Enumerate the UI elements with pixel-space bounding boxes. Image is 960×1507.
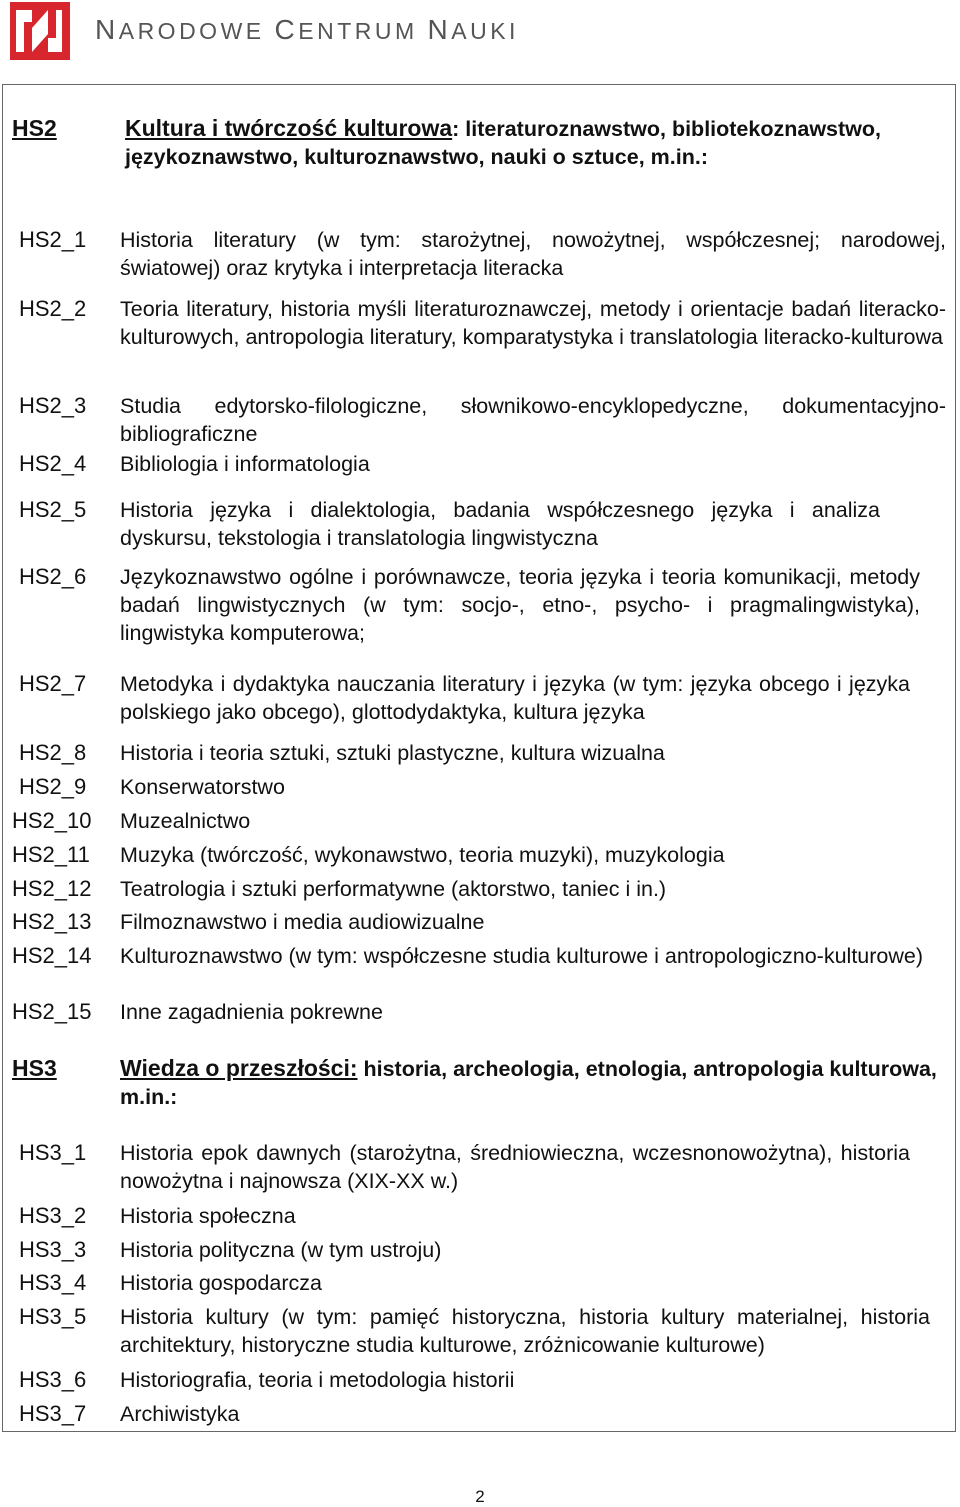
item-text: Konserwatorstwo: [120, 775, 285, 799]
item-text: Filmoznawstwo i media audiowizualne: [120, 910, 485, 934]
page-number: 2: [475, 1487, 485, 1506]
item-code: HS2_12: [12, 876, 92, 901]
item-text: Historia języka i dialektologia, badania współczesnego języka i analiza dyskursu, tekstologia i translatologia lingwistyczna: [120, 498, 880, 550]
item-code: HS2_15: [12, 999, 92, 1024]
section-title: Kultura i twórczość kulturowa: literaturoznawstwo, bibliotekoznawstwo, językoznawstwo, kulturoznawstwo, nauki o sztuce, m.in.:: [125, 115, 881, 169]
item-text: Archiwistyka: [120, 1402, 240, 1426]
item-text: Historiografia, teoria i metodologia historii: [120, 1368, 515, 1392]
item-code: HS2_5: [19, 497, 87, 522]
item-code: HS2_7: [19, 671, 87, 696]
page-header: [0, 0, 960, 62]
item-code: HS3_2: [19, 1203, 87, 1228]
item-code: HS2_13: [12, 909, 92, 934]
item-text: Metodyka i dydaktyka nauczania literatury i języka (w tym: języka obcego i języka polskiego jako obcego), glottodydaktyka, kultura języka: [120, 672, 910, 724]
item-code: HS3_3: [19, 1237, 87, 1262]
item-text: Historia epok dawnych (starożytna, średniowieczna, wczesnonowożytna), historia nowożytna i najnowsza (XIX-XX w.): [120, 1141, 910, 1193]
item-code: HS3_1: [19, 1140, 87, 1165]
item-text: Historia literatury (w tym: starożytnej, nowożytnej, współczesnej; narodowej, światowej) oraz krytyka i interpretacja literacka: [120, 228, 946, 280]
item-text: Muzealnictwo: [120, 809, 251, 833]
item-code: HS2_9: [19, 774, 87, 799]
item-text: Historia społeczna: [120, 1204, 296, 1228]
item-code: HS2_1: [19, 227, 87, 252]
item-text: Teoria literatury, historia myśli literaturoznawczej, metody i orientacje badań literacko-kulturowych, antropologia literatury, komparatystyka i translatologia literacko-kulturowa: [120, 297, 946, 349]
item-text: Inne zagadnienia pokrewne: [120, 1000, 383, 1024]
item-text: Bibliologia i informatologia: [120, 452, 370, 476]
item-text: Językoznawstwo ogólne i porównawcze, teoria języka i teoria komunikacji, metody badań lingwistycznych (w tym: socjo-, etno-, psycho- i pragmalingwistyka), lingwistyka komputerowa;: [120, 565, 920, 645]
item-code: HS2_14: [12, 943, 92, 968]
item-text: Historia polityczna (w tym ustroju): [120, 1238, 442, 1262]
section-code: HS2: [12, 115, 57, 141]
item-code: HS2_6: [19, 564, 87, 589]
item-code: HS2_4: [19, 451, 87, 476]
org-name: NARODOWE CENTRUM NAUKI: [95, 14, 519, 45]
item-code: HS3_5: [19, 1304, 87, 1329]
item-code: HS2_2: [19, 296, 87, 321]
item-code: HS3_4: [19, 1270, 87, 1295]
item-text: Muzyka (twórczość, wykonawstwo, teoria muzyki), muzykologia: [120, 843, 725, 867]
item-code: HS3_6: [19, 1367, 87, 1392]
item-text: Studia edytorsko-filologiczne, słownikowo-encyklopedyczne, dokumentacyjno-bibliograficzne: [120, 394, 946, 446]
section-code: HS3: [12, 1055, 57, 1081]
item-code: HS2_10: [12, 808, 92, 833]
item-text: Historia kultury (w tym: pamięć historyczna, historia kultury materialnej, historia architektury, historyczne studia kulturowe, zróżnicowanie kulturowe): [120, 1305, 930, 1357]
item-code: HS2_8: [19, 740, 87, 765]
ncn-logo-icon: [10, 2, 70, 60]
item-code: HS3_7: [19, 1401, 87, 1426]
item-text: Historia gospodarcza: [120, 1271, 322, 1295]
item-code: HS2_3: [19, 393, 87, 418]
item-text: Historia i teoria sztuki, sztuki plastyczne, kultura wizualna: [120, 741, 665, 765]
section-title: Wiedza o przeszłości: historia, archeologia, etnologia, antropologia kulturowa, m.in.:: [120, 1055, 937, 1109]
item-code: HS2_11: [12, 842, 90, 867]
item-text: Teatrologia i sztuki performatywne (aktorstwo, taniec i in.): [120, 877, 667, 901]
item-text: Kulturoznawstwo (w tym: współczesne studia kulturowe i antropologiczno-kulturowe): [120, 944, 924, 968]
